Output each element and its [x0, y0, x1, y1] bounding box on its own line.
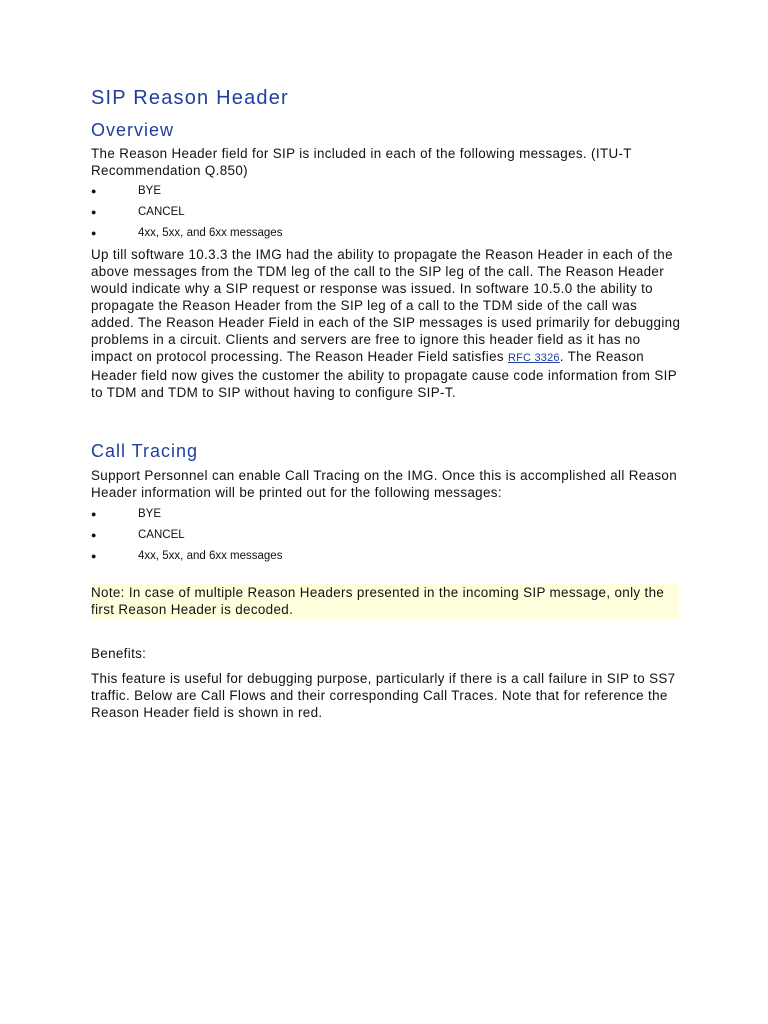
- overview-intro: The Reason Header field for SIP is included in each of the following messages. (ITU-T Recommendation Q.850): [91, 146, 632, 178]
- benefits-text: This feature is useful for debugging purpose, particularly if there is a call failure in SIP to SS7 traffic. Below are Call Flows and their corresponding Call Traces. Note that for reference the Reason Header field is shown in red.: [91, 671, 676, 720]
- note-callout: Note: In case of multiple Reason Headers presented in the incoming SIP message, only the first Reason Header is decoded.: [91, 583, 679, 619]
- overview-heading: Overview: [91, 120, 175, 140]
- bullet-icon: ●: [91, 207, 97, 217]
- page-title: SIP Reason Header: [91, 87, 289, 109]
- list-item: ● 4xx, 5xx, and 6xx messages: [91, 227, 283, 239]
- rfc-link[interactable]: RFC 3326: [507, 352, 560, 364]
- list-item: ● BYE: [91, 508, 162, 520]
- list-item: ● BYE: [91, 185, 162, 197]
- list-item: ● 4xx, 5xx, and 6xx messages: [91, 550, 283, 562]
- bullet-icon: ●: [91, 228, 97, 238]
- list-item: ● CANCEL: [91, 529, 185, 541]
- call-tracing-heading: Call Tracing: [91, 441, 199, 461]
- bullet-icon: ●: [91, 186, 97, 196]
- body-paragraph: Up till software 10.3.3 the IMG had the ability to propagate the Reason Header in each of the above messages from the TDM leg of the call to the SIP leg of the call. The Reason Header would indicate why a SIP request or response was issued. In software 10.5.0 the ability to propagate the Reason Header from the SIP leg of a call to the TDM side of the call was added. The Reason Header Field in each of the SIP messages is used primarily for debugging problems in a circuit. Clients and servers are free to ignore this header field as it has no impact on protocol processing. The Reason Header Field satisfies RFC 3326. The Reason Header field now gives the customer the ability to propagate cause code information from SIP to TDM and TDM to SIP without having to configure SIP-T.: [91, 247, 681, 400]
- bullet-icon: ●: [91, 509, 97, 519]
- document-page: [91, 86, 681, 721]
- bullet-icon: ●: [91, 530, 97, 540]
- benefits-label: Benefits:: [91, 646, 147, 661]
- call-tracing-bullet-list: [91, 507, 681, 563]
- call-tracing-intro: Support Personnel can enable Call Tracing on the IMG. Once this is accomplished all Reason Header information will be printed out for the following messages:: [91, 468, 678, 500]
- list-item: ● CANCEL: [91, 206, 185, 218]
- overview-bullet-list: [91, 184, 681, 240]
- bullet-icon: ●: [91, 551, 97, 561]
